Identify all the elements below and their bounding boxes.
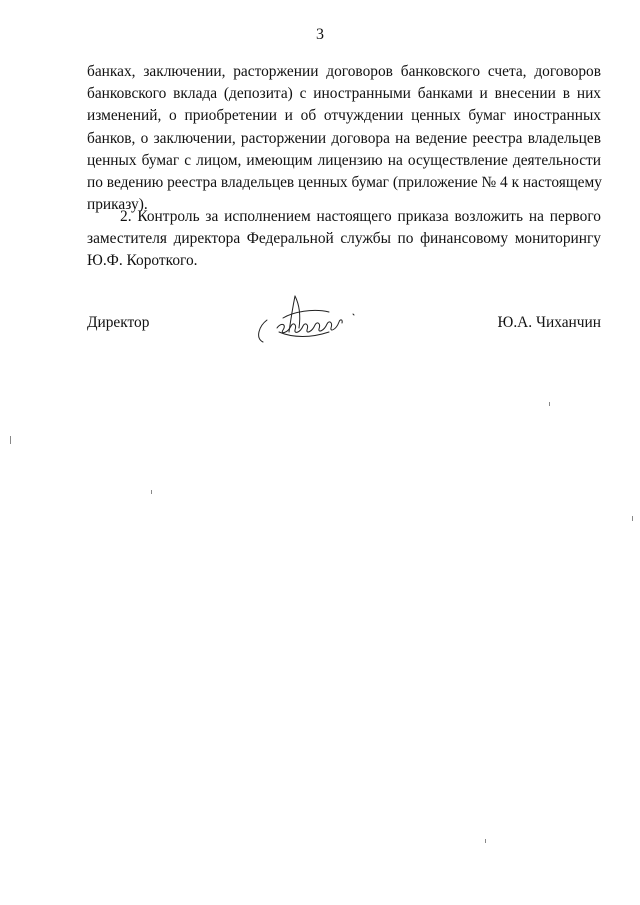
text-line: Ю.Ф. Короткого. (87, 252, 198, 270)
scan-artifact (632, 516, 633, 521)
text-line: ценных бумаг с лицом, имеющим лицензию на осуществление деятельности (87, 151, 601, 169)
text-line: приказу). (87, 196, 148, 214)
text-line: изменений, о приобретении и об отчуждении ценных бумаг иностранных (87, 107, 601, 125)
text-line: банковского вклада (депозита) с иностранными банками и внесении в них (87, 85, 601, 103)
text-line: по ведению реестра владельцев ценных бумаг (приложение № 4 к настоящему (87, 174, 602, 192)
paragraph-2 (87, 206, 601, 273)
text-line: 2. Контроль за исполнением настоящего приказа возложить на первого (120, 208, 601, 225)
scan-artifact (549, 402, 550, 406)
signatory-role: Директор (87, 314, 150, 331)
text-line: заместителя директора Федеральной службы по финансовому мониторингу (87, 230, 601, 248)
paragraph-1 (87, 61, 601, 216)
text-line: банков, о заключении, расторжении договора на ведение реестра владельцев (87, 129, 601, 147)
scan-artifact (485, 839, 486, 843)
scan-artifact (10, 436, 11, 444)
signatory-name: Ю.А. Чиханчин (497, 314, 601, 331)
page-number: 3 (316, 26, 324, 43)
scan-artifact (151, 490, 152, 494)
text-line: банках, заключении, расторжении договоров банковского счета, договоров (87, 63, 601, 80)
handwritten-signature (253, 288, 368, 350)
